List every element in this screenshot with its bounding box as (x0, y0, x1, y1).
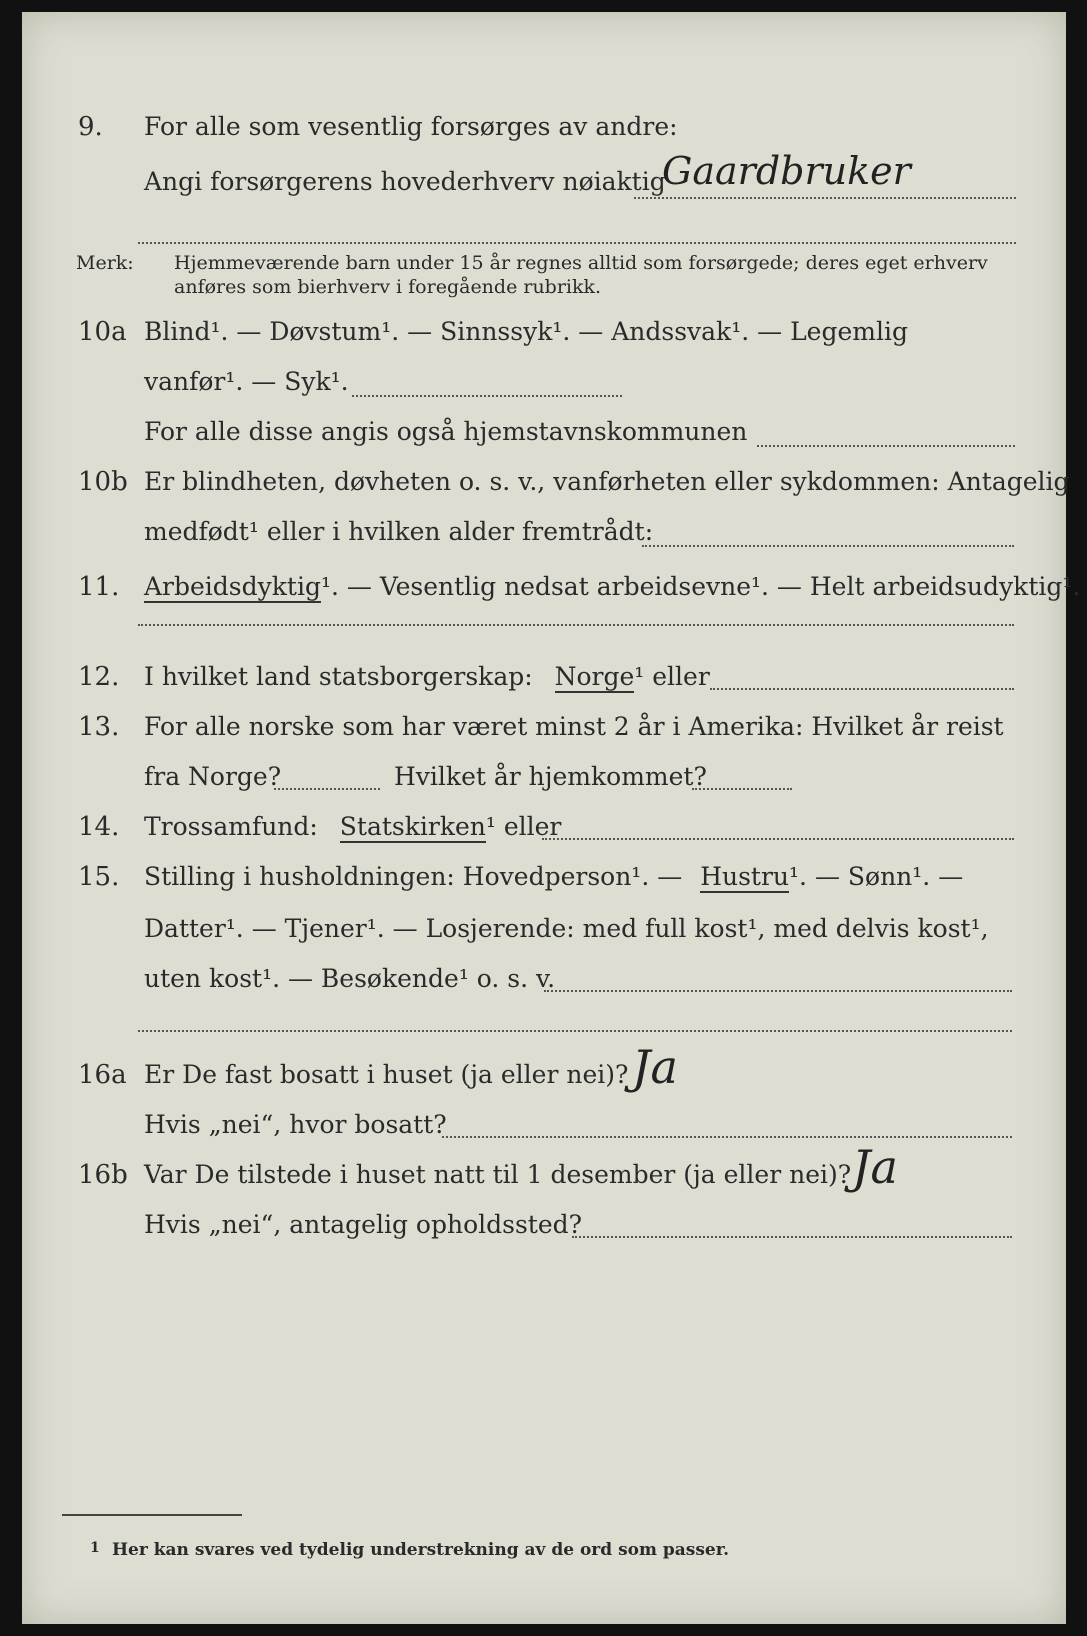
question-number: 10b (78, 467, 128, 497)
answer-line (692, 788, 792, 790)
answer-line (634, 197, 1016, 199)
question-number: 14. (78, 812, 120, 842)
question-text-part: Stilling i husholdningen: Hovedperson¹. — (144, 862, 683, 891)
question-number: 16a (78, 1060, 127, 1090)
answer-line (757, 445, 1015, 447)
question-text: Hvis „nei“, antagelig opholdssted? (144, 1210, 583, 1239)
answer-line (138, 1030, 1012, 1032)
handwritten-answer: Gaardbruker (662, 149, 911, 193)
question-text: vanfør¹. — Syk¹. (144, 367, 349, 396)
answer-line (442, 1136, 1012, 1138)
question-number: 9. (78, 112, 103, 142)
note-text: Hjemmeværende barn under 15 år regnes alltid som forsørgede; deres eget erhverv (174, 252, 988, 274)
answer-line (138, 242, 1016, 244)
question-text: For alle norske som har været minst 2 år i Amerika: Hvilket år reist (144, 712, 1004, 741)
handwritten-answer: Ja (632, 1040, 678, 1094)
answer-line (138, 624, 1014, 626)
question-number: 13. (78, 712, 120, 742)
question-number: 12. (78, 662, 120, 692)
handwritten-answer: Ja (852, 1140, 898, 1194)
question-text: uten kost¹. — Besøkende¹ o. s. v. (144, 964, 556, 993)
question-text: fra Norge? (144, 762, 282, 791)
underlined-option: Statskirken (339, 812, 486, 841)
note-label: Merk: (76, 252, 134, 274)
question-text-rest: ¹. — Vesentlig nedsat arbeidsevne¹. — Helt arbeidsudyktig¹. (320, 572, 1081, 601)
footnote-mark: 1 (90, 1540, 100, 1556)
question-text: Angi forsørgerens hovederhverv nøiaktig (144, 167, 666, 196)
question-text-rest: ¹ eller (485, 812, 562, 841)
underlined-option: Arbeidsdyktig (144, 572, 321, 601)
census-form-page (22, 12, 1081, 1624)
question-text: Blind¹. — Døvstum¹. — Sinnssyk¹. — Andssvak¹. — Legemlig (144, 317, 908, 346)
question-number: 11. (78, 572, 120, 602)
question-label: I hvilket land statsborgerskap: (144, 662, 533, 691)
footnote-text: Her kan svares ved tydelig understrekning av de ord som passer. (112, 1540, 730, 1560)
question-number: 16b (78, 1160, 128, 1190)
answer-line (544, 990, 1012, 992)
answer-line (274, 788, 380, 790)
underlined-option: Hustru (700, 862, 790, 891)
question-text: Er De fast bosatt i huset (ja eller nei)? (144, 1060, 629, 1089)
question-text (144, 812, 561, 841)
answer-line (542, 838, 1014, 840)
question-text (144, 862, 963, 891)
question-text: For alle som vesentlig forsørges av andre: (144, 112, 678, 141)
question-number: 10a (78, 317, 127, 347)
note-text: anføres som bierhverv i foregående rubrikk. (174, 276, 602, 298)
question-number: 15. (78, 862, 120, 892)
question-label: Trossamfund: (144, 812, 318, 841)
answer-line (572, 1236, 1012, 1238)
answer-line (352, 395, 622, 397)
question-text (144, 662, 710, 691)
question-text: For alle disse angis også hjemstavnskommunen (144, 417, 748, 446)
question-text (144, 572, 1080, 601)
question-text: Hvilket år hjemkommet? (394, 762, 707, 791)
question-text: Datter¹. — Tjener¹. — Losjerende: med full kost¹, med delvis kost¹, (144, 914, 989, 943)
answer-line (642, 545, 1014, 547)
footnote-rule (62, 1514, 242, 1516)
question-text: Hvis „nei“, hvor bosatt? (144, 1110, 447, 1139)
answer-line (710, 688, 1014, 690)
question-text-rest: ¹. — Sønn¹. — (789, 862, 964, 891)
question-text-rest: ¹ eller (634, 662, 710, 691)
question-text: Er blindheten, døvheten o. s. v., vanførheten eller sykdommen: Antagelig (144, 467, 1070, 496)
question-text: medfødt¹ eller i hvilken alder fremtrådt: (144, 517, 654, 546)
question-text: Var De tilstede i huset natt til 1 desember (ja eller nei)? (144, 1160, 852, 1189)
underlined-option: Norge (554, 662, 635, 691)
